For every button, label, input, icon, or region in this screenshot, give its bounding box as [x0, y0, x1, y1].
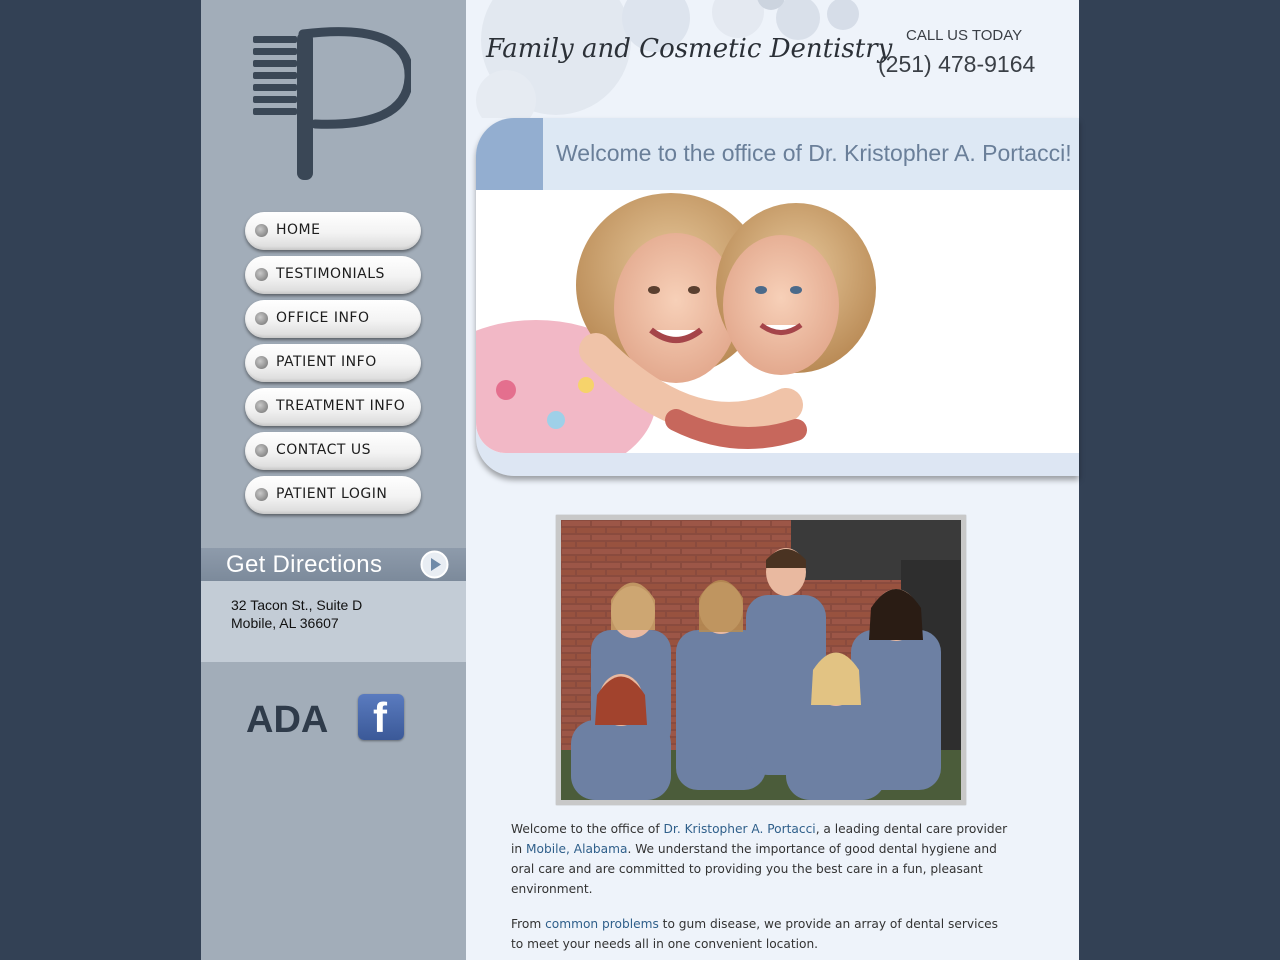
banner-accent — [476, 118, 543, 190]
play-arrow-icon[interactable] — [420, 550, 449, 579]
services-paragraph — [511, 914, 1011, 954]
phone-number[interactable]: (251) 478-9164 — [878, 51, 1036, 77]
nav-item-label: TREATMENT INFO — [276, 398, 406, 414]
services-text: to gum disease, we provide an array of dental services to meet your needs all in one convenient location. — [511, 917, 999, 951]
intro-text: Welcome to the office of — [511, 822, 664, 836]
nav-item-patient-login[interactable] — [245, 476, 421, 514]
team-photo-image — [561, 520, 961, 800]
welcome-heading: Welcome to the office of Dr. Kristopher A. Portacci! — [556, 140, 1072, 166]
intro-paragraph — [511, 819, 1011, 899]
nav-item-contact-us[interactable] — [245, 432, 421, 470]
nav-item-label: PATIENT LOGIN — [276, 486, 388, 502]
call-us-label: CALL US TODAY — [906, 27, 1023, 44]
team-photo — [556, 515, 966, 805]
nav-item-home[interactable] — [245, 212, 421, 250]
get-directions-button[interactable] — [201, 548, 466, 581]
facebook-icon[interactable] — [358, 694, 404, 740]
address-city: Mobile, AL 36607 — [231, 615, 339, 631]
nav-item-label: PATIENT INFO — [276, 354, 377, 370]
nav-item-label: CONTACT US — [276, 442, 371, 458]
nav-item-office-info[interactable] — [245, 300, 421, 338]
services-text: From — [511, 917, 546, 931]
bullet-icon — [255, 356, 268, 369]
nav-item-label: TESTIMONIALS — [276, 266, 385, 282]
bullet-icon — [255, 268, 268, 281]
banner-header-strip — [476, 118, 1079, 190]
nav-item-testimonials[interactable] — [245, 256, 421, 294]
header — [466, 0, 1079, 118]
main-nav — [245, 212, 421, 520]
tagline: Family and Cosmetic Dentistry — [486, 34, 893, 64]
welcome-banner — [476, 118, 1079, 476]
nav-item-treatment-info[interactable] — [245, 388, 421, 426]
get-directions-title: Get Directions — [226, 551, 383, 578]
nav-item-label: OFFICE INFO — [276, 310, 370, 326]
bullet-icon — [255, 224, 268, 237]
intro-text: . We understand the importance of good dental hygiene and oral care and are committed to providing you the best care in a fun, pleasant environment. — [511, 842, 997, 896]
address-street: 32 Tacon St., Suite D — [231, 597, 363, 613]
children-photo — [476, 190, 1079, 453]
sidebar — [201, 0, 466, 960]
location-link[interactable]: Mobile, Alabama — [526, 842, 628, 856]
nav-item-label: HOME — [276, 222, 321, 238]
doctor-link[interactable]: Dr. Kristopher A. Portacci — [663, 822, 816, 836]
page-container — [201, 0, 1079, 960]
bullet-icon — [255, 400, 268, 413]
ada-logo-text: ADA — [246, 699, 329, 737]
intro-text: , a leading dental care provider in — [511, 822, 1008, 856]
ada-logo[interactable] — [246, 697, 348, 737]
facebook-glyph: f — [373, 694, 387, 741]
bullet-icon — [255, 488, 268, 501]
practice-logo-icon[interactable] — [251, 26, 411, 184]
bullet-icon — [255, 444, 268, 457]
common-problems-link[interactable]: common problems — [545, 917, 659, 931]
bullet-icon — [255, 312, 268, 325]
nav-item-patient-info[interactable] — [245, 344, 421, 382]
address-block — [201, 581, 466, 662]
